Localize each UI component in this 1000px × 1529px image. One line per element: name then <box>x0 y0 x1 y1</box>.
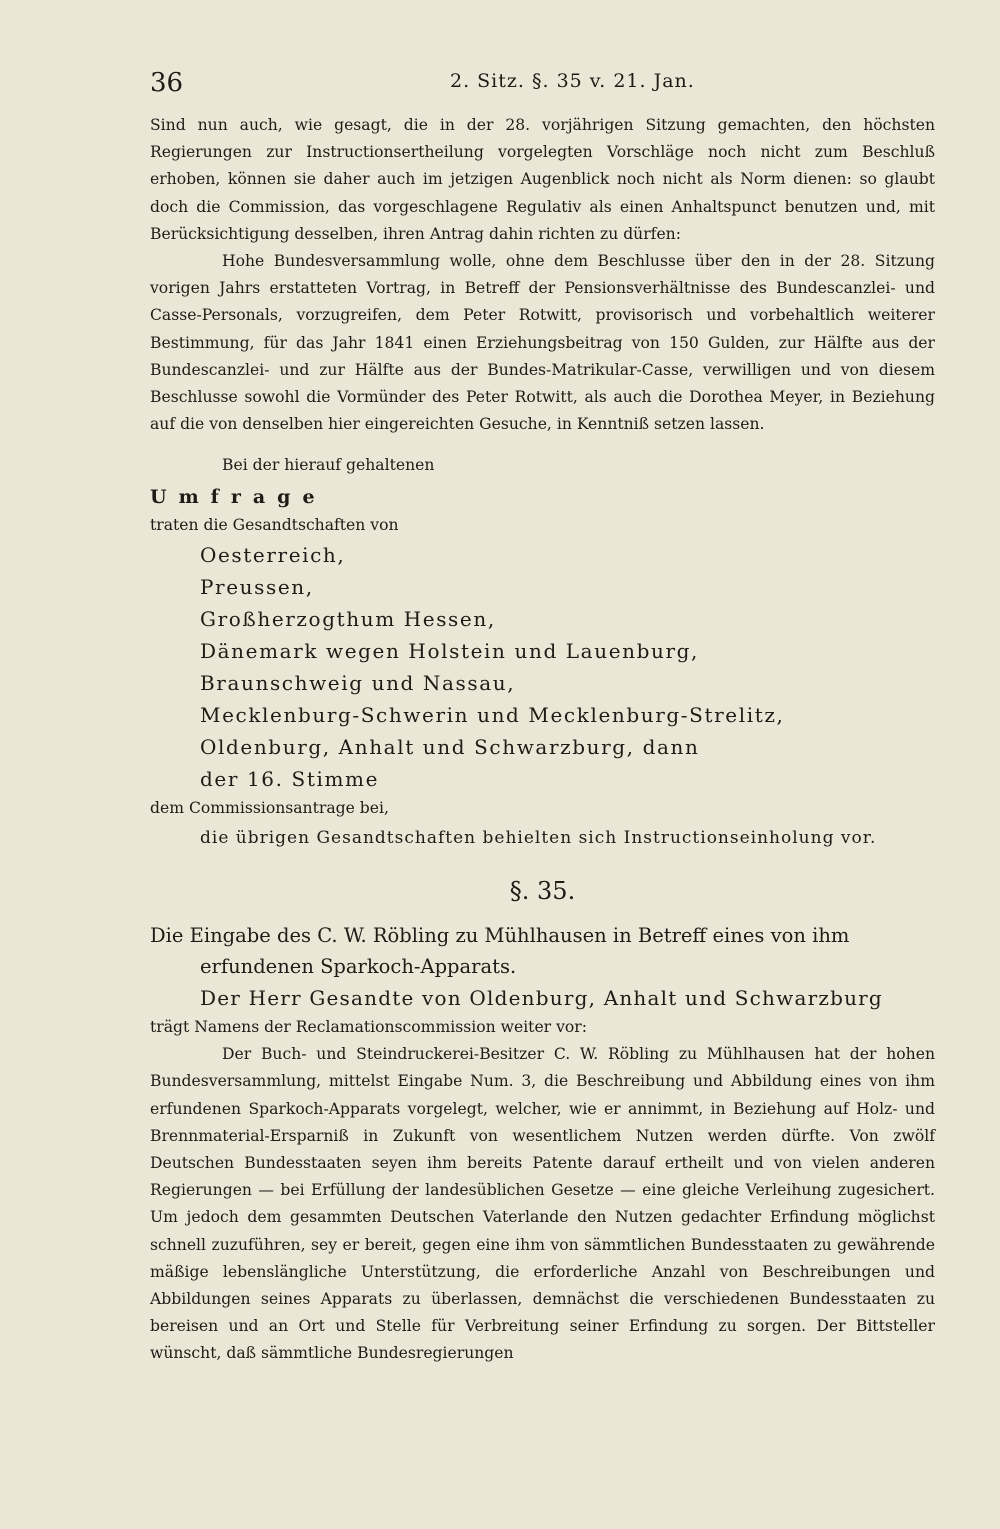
state-entry: Großherzogthum Hessen, <box>200 606 496 631</box>
paragraph-commission-opinion: Sind nun auch, wie gesagt, die in der 28. vorjährigen Sitzung gemachten, den höchsten Regierungen zur Instructionsertheilung vorgelegten Vorschläge noch nicht zum Beschluß erhoben, können sie daher auch im jetzigen Augenblick noch nicht als Norm dienen: so glaubt doch die Commission, das vorgeschlagene Regulativ als einen Anhaltspunct benutzen und, mit Berücksichtigung desselben, ihren Antrag dahin richten zu dürfen: <box>150 116 935 243</box>
running-title: 2. Sitz. §. 35 v. 21. Jan. <box>450 70 695 92</box>
section-number: §. 35. <box>509 877 576 906</box>
section-reports: trägt Namens der Reclamationscommission weiter vor: <box>150 1018 587 1037</box>
state-entry: Braunschweig und Nassau, <box>200 670 516 695</box>
umfrage-dem: dem Commissionsantrage bei, <box>150 798 389 817</box>
page-number: 36 <box>150 68 184 98</box>
umfrage-traten: traten die Gesandtschaften von <box>150 515 399 534</box>
state-entry: der 16. Stimme <box>200 766 380 791</box>
state-entry: Dänemark wegen Holstein und Lauenburg, <box>200 638 700 663</box>
paragraph-petition: Der Buch- und Steindruckerei-Besitzer C. W. Röbling zu Mühlhausen hat der hohen Bundesversammlung, mittelst Eingabe Num. 3, die Beschreibung und Abbildung eines von ihm erfundenen Sparkoch-Apparats vorgelegt, welcher, wie er annimmt, in Beziehung auf Holz- und Brennmaterial-Ersparniß in Zukunft von wesentlichem Nutzen werden dürfte. Von zwölf Deutschen Bundesstaaten seyen ihm bereits Patente darauf ertheilt und von vielen anderen Regierungen — bei Erfüllung der landesüblichen Gesetze — eine gleiche Verleihung zugesichert. Um jedoch dem gesammten Deutschen Vaterlande den Nutzen gedachter Erfindung möglichst schnell zuzuführen, sey er bereit, gegen eine ihm von sämmtlichen Bundesstaaten zu gewährende mäßige lebenslängliche Unterstützung, die erforderliche Anzahl von Beschreibungen und Abbildungen seines Apparats zu überlassen, demnächst die verschiedenen Bundesstaaten zu bereisen und an Ort und Stelle für Verbreitung seiner Erfindung zu sorgen. Der Bittsteller wünscht, daß sämmtliche Bundesregierungen <box>150 1045 935 1363</box>
state-entry: Mecklenburg-Schwerin und Mecklenburg-Strelitz, <box>200 702 785 727</box>
state-entry: Preussen, <box>200 574 314 599</box>
umfrage-heading: Umfrage <box>150 485 327 508</box>
state-entry: Oesterreich, <box>200 542 346 567</box>
paragraph-motion: Hohe Bundesversammlung wolle, ohne dem Beschlusse über den in der 28. Sitzung vorigen Jahrs erstatteten Vortrag, in Betreff der Pensionsverhältnisse des Bundescanzlei- und Casse-Personals, vorzugreifen, dem Peter Rotwitt, provisorisch und vorbehaltlich weiterer Bestimmung, für das Jahr 1841 einen Erziehungsbeitrag von 150 Gulden, zur Hälfte aus der Bundescanzlei- und zur Hälfte aus der Bundes-Matrikular-Casse, verwilligen und von diesem Beschlusse sowohl die Vormünder des Peter Rotwitt, als auch die Dorothea Meyer, in Beziehung auf die von denselben hier eingereichten Gesuche, in Kenntniß setzen lassen. <box>150 252 935 434</box>
section-title: Die Eingabe des C. W. Röbling zu Mühlhausen in Betreff eines von ihm erfundenen Sparkoch-Apparats. <box>150 924 850 979</box>
umfrage-intro: Bei der hierauf gehaltenen <box>222 456 435 475</box>
state-entry: Oldenburg, Anhalt und Schwarzburg, dann <box>200 734 700 759</box>
page-body <box>150 112 935 1368</box>
page-header <box>150 68 940 102</box>
section-envoy: Der Herr Gesandte von Oldenburg, Anhalt und Schwarzburg <box>200 986 883 1011</box>
umfrage-uebrigen: die übrigen Gesandtschaften behielten sich Instructionseinholung vor. <box>200 828 877 849</box>
